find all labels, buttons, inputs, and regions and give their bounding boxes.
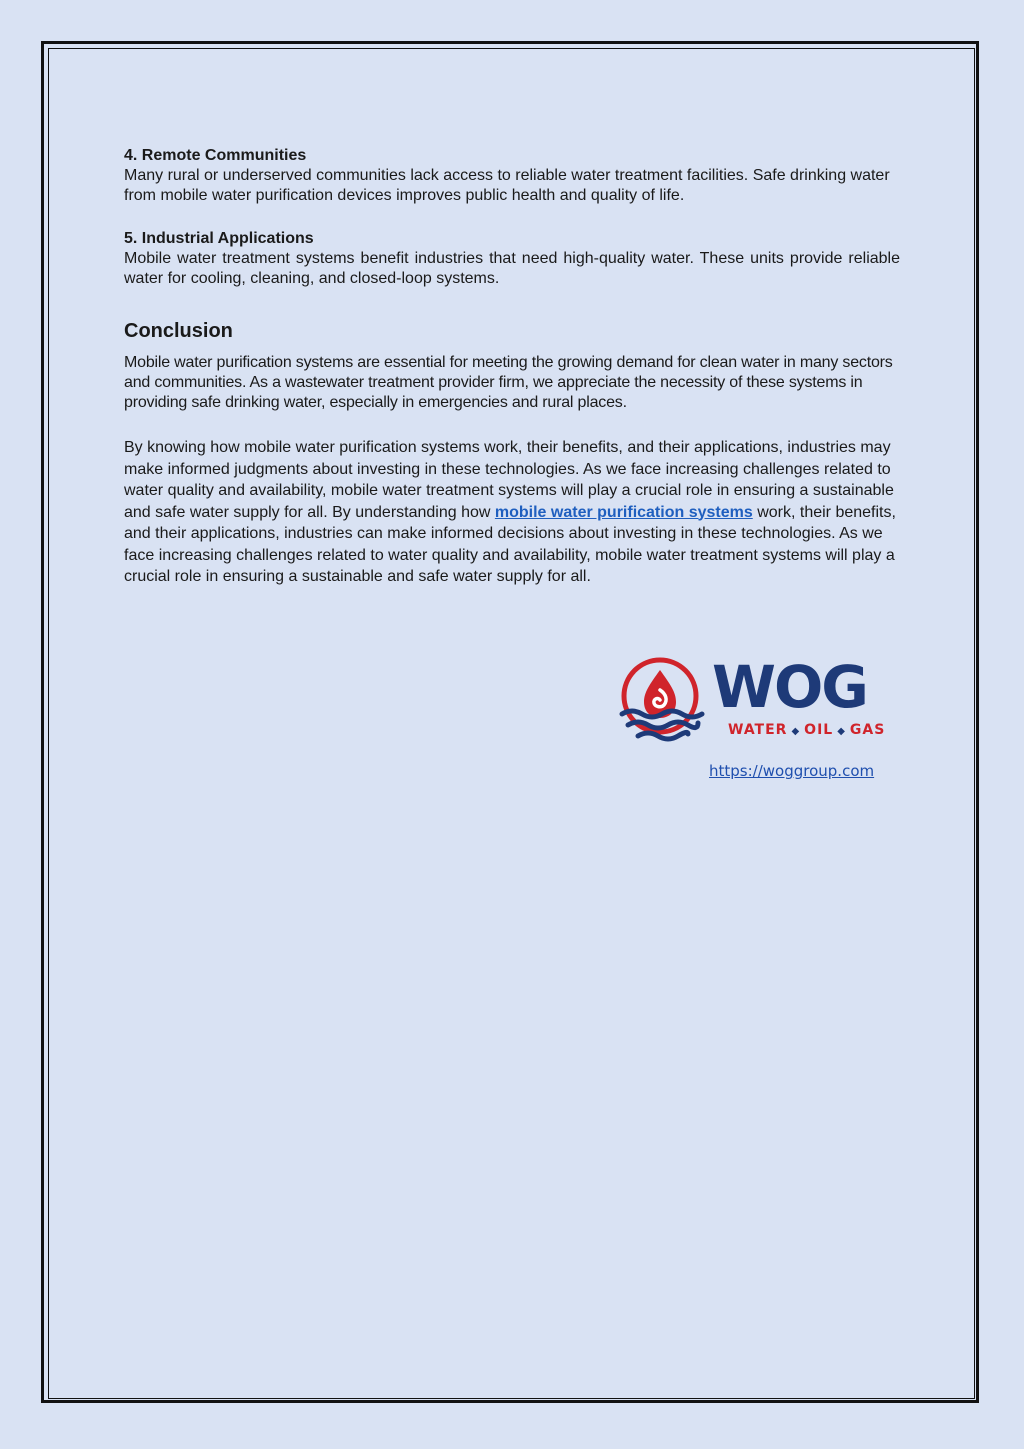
section-body: Mobile water treatment systems benefit industries that need high-quality water. These units provide reliable water for cooling, cleaning, and closed-loop systems. <box>124 250 900 287</box>
section-remote-communities <box>124 146 900 206</box>
section-industrial-applications <box>124 229 900 289</box>
tagline-water: WATER <box>728 722 788 738</box>
logo-tagline <box>728 722 885 738</box>
paragraph-text: By knowing how mobile water purification systems work, their benefits, and their applications, industries may make informed judgments about investing in these technologies. As we face increasing challenges related to water quality and availability, mobile water treatment systems will play a crucial role in ensuring a sustainable and safe water supply for all. By understanding how <box>124 439 894 521</box>
section-body: Many rural or underserved communities lack access to reliable water treatment facilities. Safe drinking water from mobile water purification devices improves public health and quality of life. <box>124 167 890 204</box>
tagline-gas: GAS <box>849 722 886 738</box>
logo-wordmark: WOG <box>712 653 867 721</box>
drop-icon: ◆ <box>837 726 846 737</box>
wog-drop-waves-icon <box>618 656 708 746</box>
document-body <box>124 146 900 588</box>
conclusion-paragraph-2 <box>124 437 900 588</box>
drop-icon: ◆ <box>791 726 801 737</box>
tagline-oil: OIL <box>804 722 834 738</box>
website-link[interactable]: https://woggroup.com <box>709 762 875 780</box>
conclusion-heading: Conclusion <box>124 320 233 342</box>
wog-logo <box>618 653 904 746</box>
conclusion-paragraph-1: Mobile water purification systems are essential for meeting the growing demand for clean water in many sectors and communities. As a wastewater treatment provider firm, we appreciate the necessity of these systems in providing safe drinking water, especially in emergencies and rural places. <box>124 354 893 411</box>
section-heading: 4. Remote Communities <box>124 147 307 164</box>
paragraph-text: work, their benefits, and their applications, industries can make informed decisions about investing in these technologies. As we face increasing challenges related to water quality and availability, mobile water treatment systems will play a crucial role in ensuring a sustainable and safe water supply for all. <box>124 503 896 585</box>
mobile-water-purification-link[interactable]: mobile water purification systems <box>494 503 753 521</box>
section-heading: 5. Industrial Applications <box>124 230 314 247</box>
